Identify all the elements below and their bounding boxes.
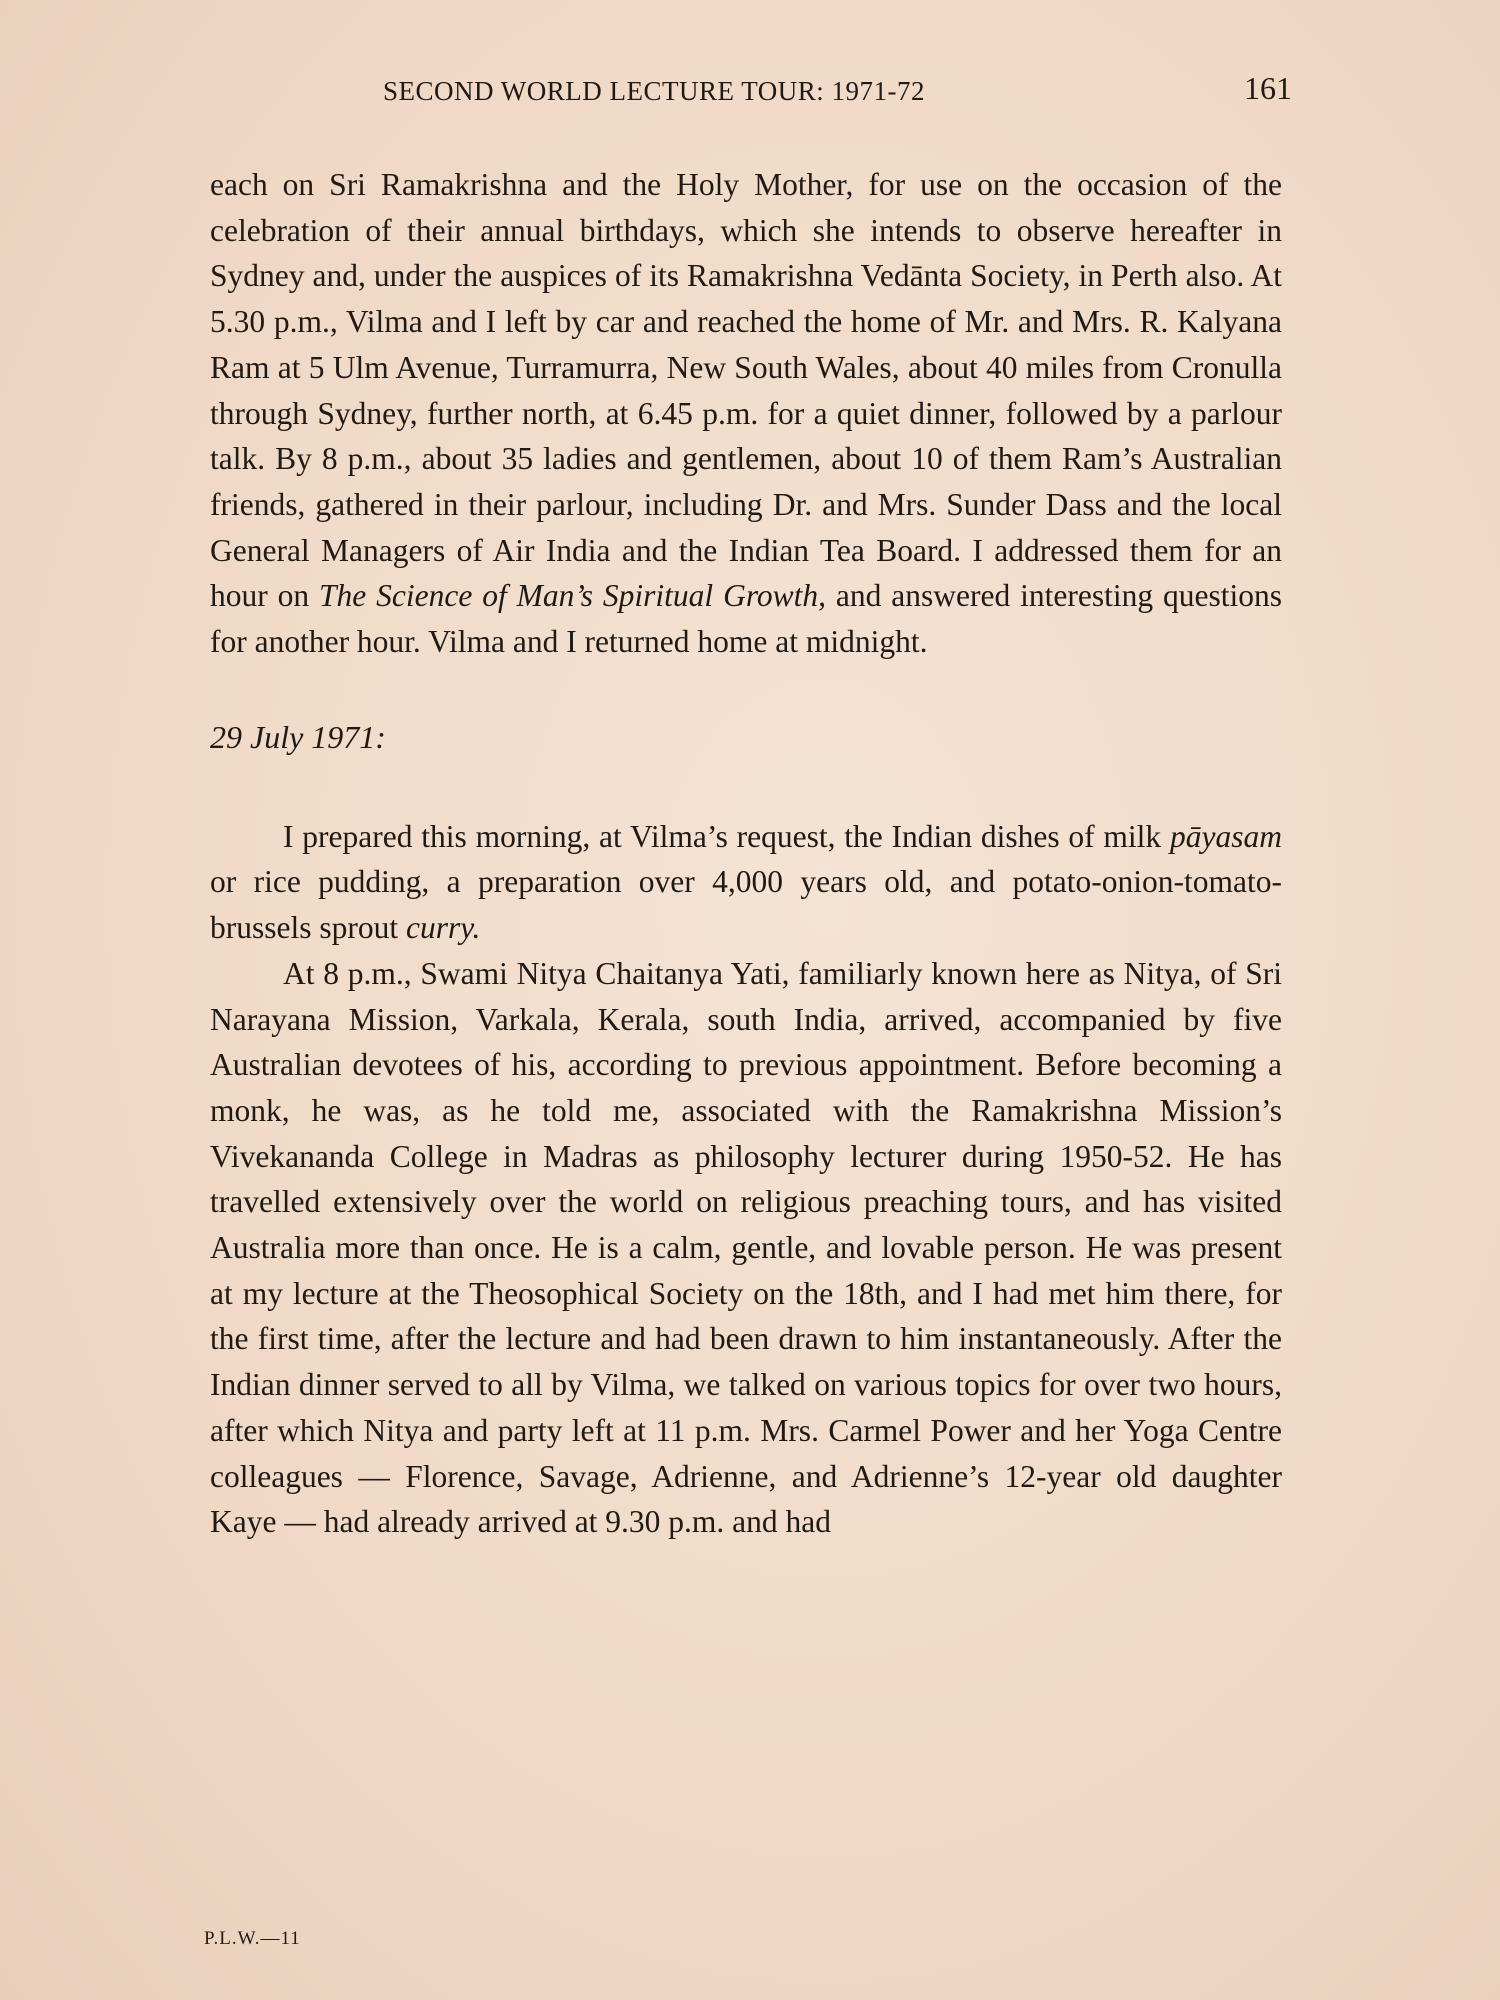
paragraph-text: and answered interesting questions for another hour. Vilma and I returned home at midnight.	[210, 578, 1282, 660]
date-heading: 29 July 1971:	[210, 718, 386, 755]
running-header	[210, 68, 1292, 120]
paragraph-payasam	[210, 814, 1282, 951]
italic-term-payasam: pāyasam	[1170, 818, 1282, 854]
lecture-title: The Science of Man’s Spiritual Growth,	[319, 578, 827, 614]
paragraph-text: I prepared this morning, at Vilma’s request, the Indian dishes of milk	[283, 818, 1170, 854]
signature-mark: P.L.W.—11	[204, 1928, 301, 1949]
paragraph-nitya: At 8 p.m., Swami Nitya Chaitanya Yati, familiarly known here as Nitya, of Sri Narayana Mission, Varkala, Kerala, south India, arrived, accompanied by five Australian devotees of his, according to previous appointment. Before becoming a monk, he was, as he told me, associated with the Ramakrishna Mission’s Vivekananda College in Madras as philosophy lecturer during 1950-52. He has travelled extensively over the world on religious preaching tours, and has visited Australia more than once. He is a calm, gentle, and lovable person. He was present at my lecture at the Theosophical Society on the 18th, and I had met him there, for the first time, after the lecture and had been drawn to him instantaneously. After the Indian dinner served to all by Vilma, we talked on various topics for over two hours, after which Nitya and party left at 11 p.m. Mrs. Carmel Power and her Yoga Centre colleagues — Florence, Savage, Adrienne, and Adrienne’s 12-year old daughter Kaye — had already arrived at 9.30 p.m. and had	[210, 955, 1282, 1540]
page-number: 161	[1244, 70, 1292, 106]
paragraph-text: each on Sri Ramakrishna and the Holy Mother, for use on the occasion of the celebration of their annual birthdays, which she intends to observe hereafter in Sydney and, under the auspices of its Ramakrishna Vedānta Society, in Perth also. At 5.30 p.m., Vilma and I left by car and reached the home of Mr. and Mrs. R. Kalyana Ram at 5 Ulm Avenue, Turramurra, New South Wales, about 40 miles from Cronulla through Sydney, further north, at 6.45 p.m. for a quiet dinner, followed by a parlour talk. By 8 p.m., about 35 ladies and gentlemen, about 10 of them Ram’s Australian friends, gathered in their parlour, including Dr. and Mrs. Sunder Dass and the local General Managers of Air India and the Indian Tea Board. I addressed them for an hour on	[210, 167, 1282, 614]
italic-term-curry: curry.	[406, 910, 481, 946]
running-title: SECOND WORLD LECTURE TOUR: 1971-72	[383, 76, 926, 106]
paragraph-text: or rice pudding, a preparation over 4,000 years old, and potato-onion-tomato-brussels sprout	[210, 864, 1282, 946]
paragraph-continuation	[210, 162, 1282, 665]
